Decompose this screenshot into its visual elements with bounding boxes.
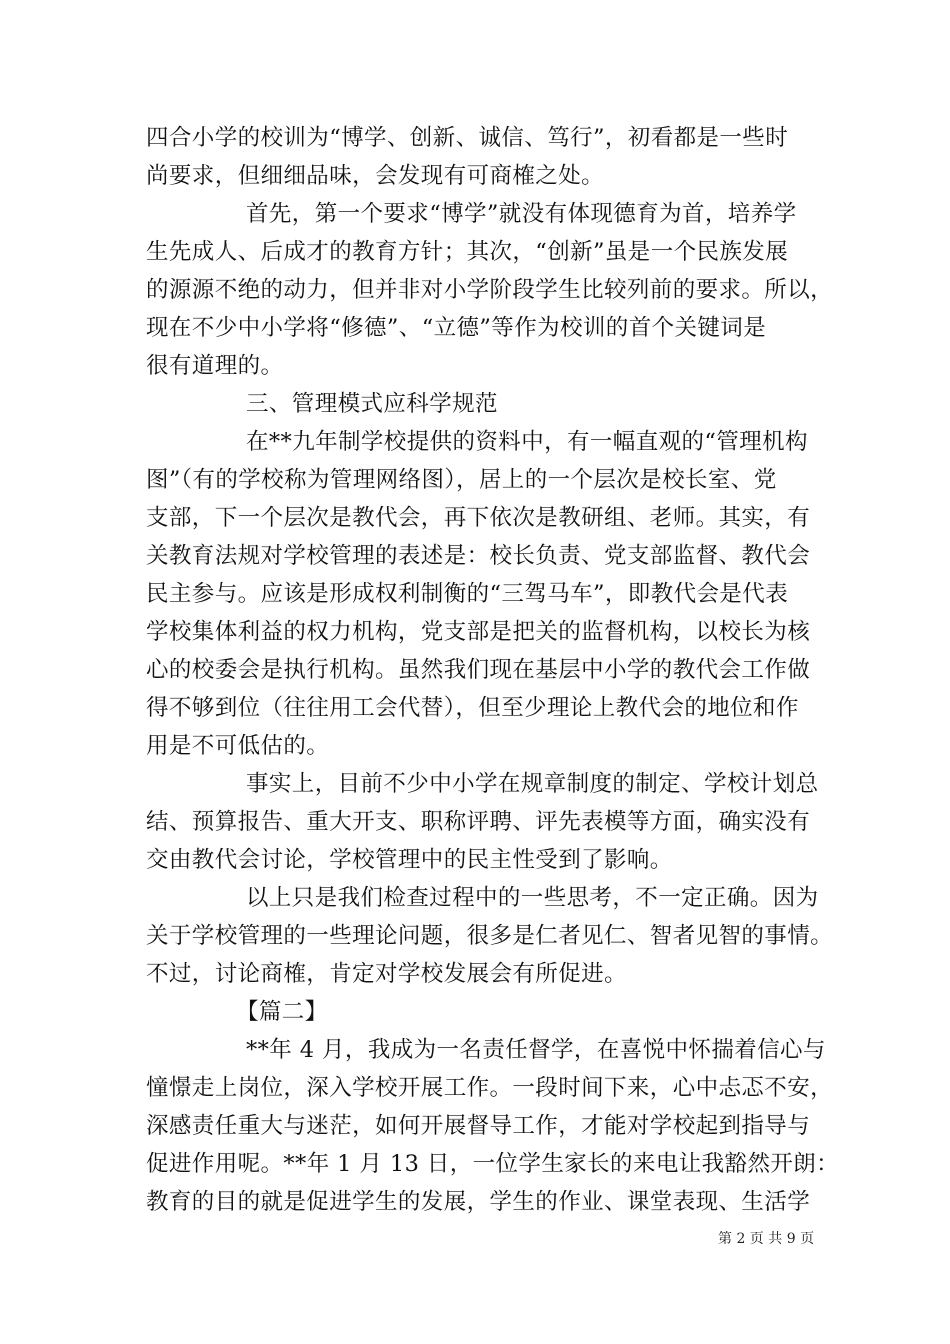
text-line: 深感责任重大与迷茫，如何开展督导工作，才能对学校起到指导与 (146, 1113, 811, 1139)
text-line: 用是不可低估的。 (146, 733, 330, 759)
paragraph-first-line: 首先，第一个要求“博学”就没有体现德育为首，培养学 (246, 201, 797, 227)
text-line: 生先成人、后成才的教育方针；其次，“创新”虽是一个民族发展 (146, 239, 789, 265)
text-line: 关教育法规对学校管理的表述是：校长负责、党支部监督、教代会 (146, 543, 811, 569)
text-line: 的源源不绝的动力，但并非对小学阶段学生比较列前的要求。所以， (146, 277, 834, 303)
section-heading: 三、管理模式应科学规范 (246, 391, 498, 417)
text-line: 图”（有的学校称为管理网络图），居上的一个层次是校长室、党 (146, 467, 777, 493)
text-line: 得不够到位（往往用工会代替），但至少理论上教代会的地位和作 (146, 695, 799, 721)
text-line: 四合小学的校训为“博学、创新、诚信、笃行”，初看都是一些时 (146, 125, 789, 151)
text-line: 学校集体利益的权力机构，党支部是把关的监督机构，以校长为核 (146, 619, 811, 645)
paragraph-first-line: **年 4 月，我成为一名责任督学，在喜悦中怀揣着信心与 (246, 1037, 826, 1063)
paragraph-first-line: 事实上，目前不少中小学在规章制度的制定、学校计划总 (246, 771, 819, 797)
text-line: 关于学校管理的一些理论问题，很多是仁者见仁、智者见智的事情。 (146, 923, 834, 949)
text-line: 交由教代会讨论，学校管理中的民主性受到了影响。 (146, 847, 673, 873)
page-number: 第 2 页 共 9 页 (718, 1231, 815, 1247)
text-line: 结、预算报告、重大开支、职称评聘、评先表模等方面，确实没有 (146, 809, 811, 835)
text-line: 不过，讨论商榷，肯定对学校发展会有所促进。 (146, 961, 627, 987)
paragraph-first-line: 在**九年制学校提供的资料中，有一幅直观的“管理机构 (246, 429, 808, 455)
text-line: 支部，下一个层次是教代会，再下依次是教研组、老师。其实，有 (146, 505, 811, 531)
paragraph-first-line: 以上只是我们检查过程中的一些思考，不一定正确。因为 (246, 885, 819, 911)
text-line: 心的校委会是执行机构。虽然我们现在基层中小学的教代会工作做 (146, 657, 811, 683)
text-line: 民主参与。应该是形成权利制衡的“三驾马车”，即教代会是代表 (146, 581, 789, 607)
text-line: 教育的目的就是促进学生的发展，学生的作业、课堂表现、生活学 (146, 1189, 811, 1215)
text-line: 促进作用呢。**年 1 月 13 日，一位学生家长的来电让我豁然开朗： (146, 1151, 840, 1177)
text-line: 很有道理的。 (146, 353, 284, 379)
text-line: 尚要求，但细细品味，会发现有可商榷之处。 (146, 163, 605, 189)
text-line: 现在不少中小学将“修德”、“立德”等作为校训的首个关键词是 (146, 315, 767, 341)
text-line: 憧憬走上岗位，深入学校开展工作。一段时间下来，心中忐忑不安， (146, 1075, 834, 1101)
section-label: 【篇二】 (236, 999, 328, 1025)
